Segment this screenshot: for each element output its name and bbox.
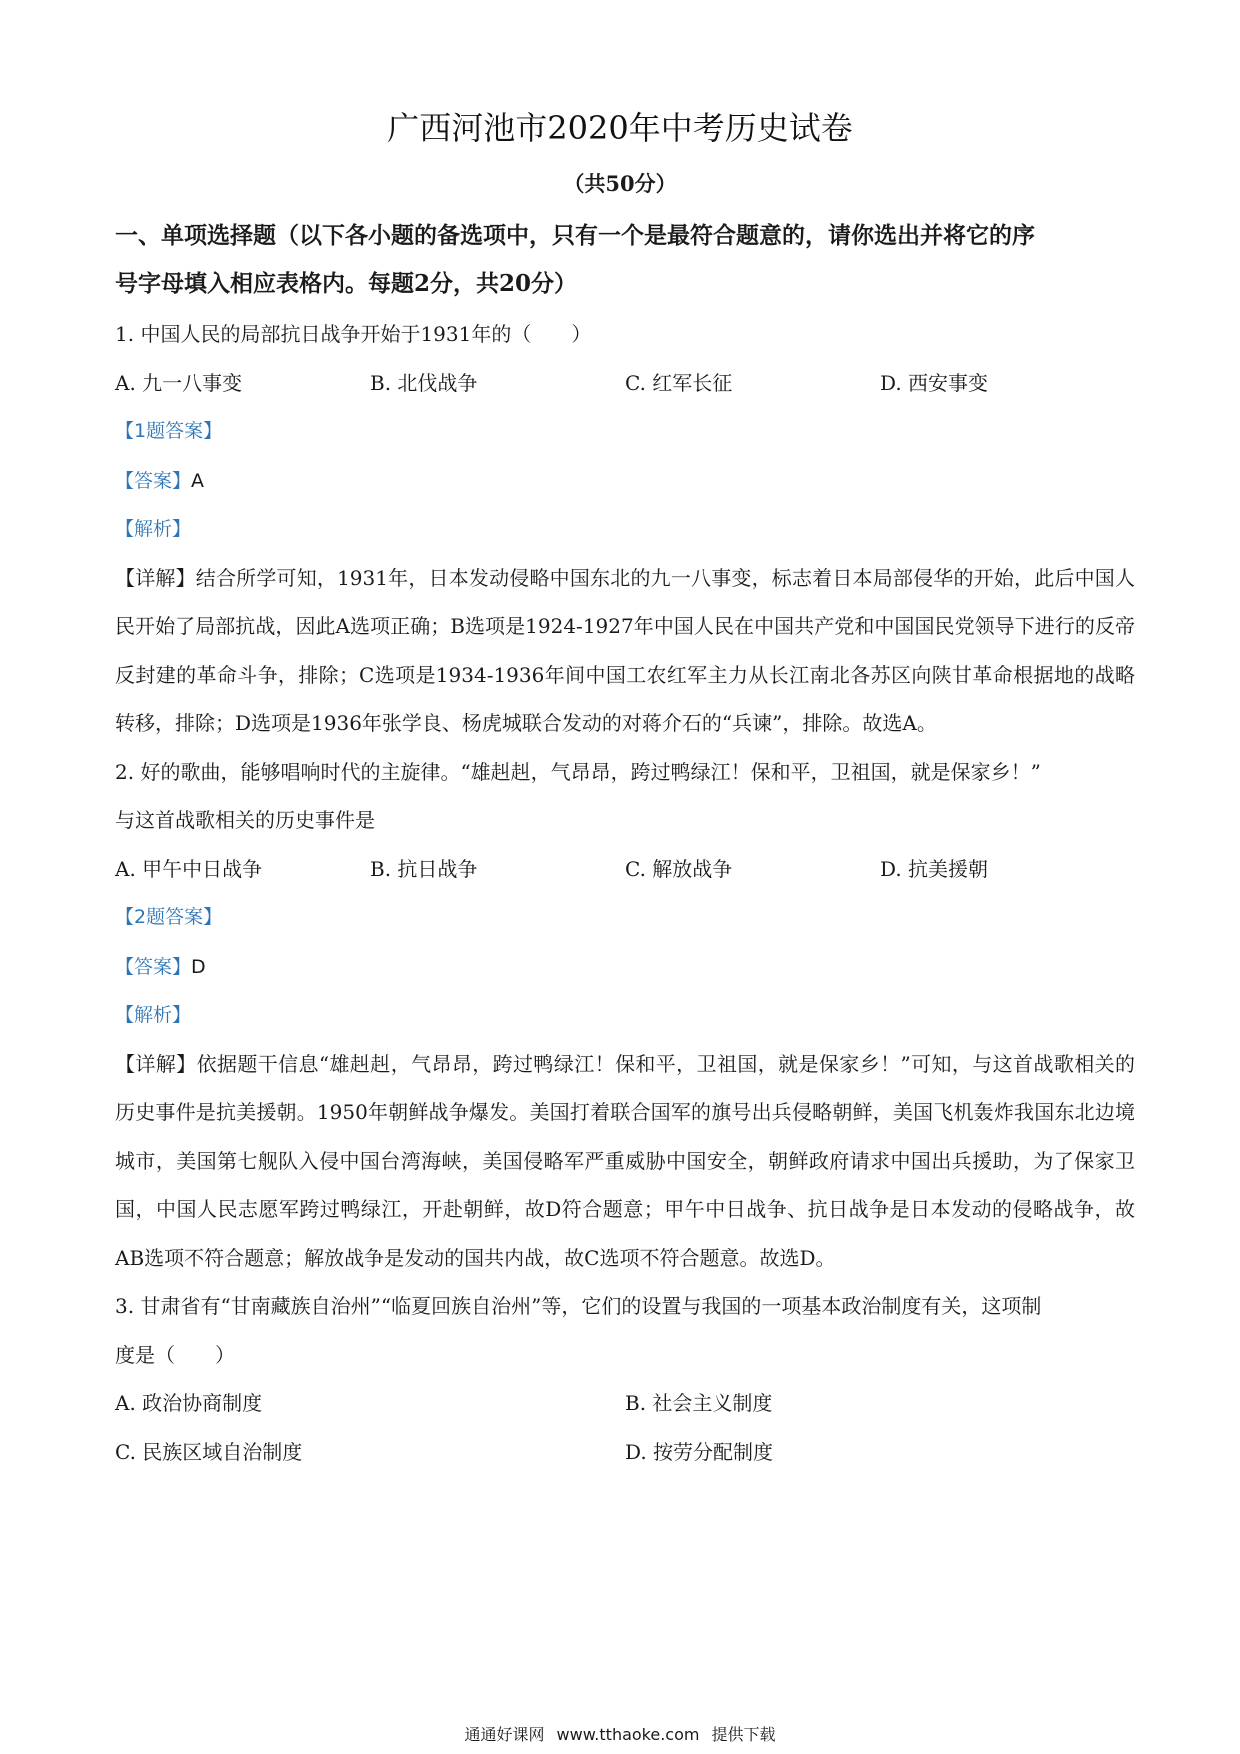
answer-line [115, 456, 1135, 506]
answer-heading: 【2题答案】 [115, 906, 223, 928]
option-b: B. 北伐战争 [370, 370, 478, 395]
option-c: C. 红军长征 [625, 370, 733, 395]
answer-detail: 【详解】依据题干信息“雄赳赳，气昂昂，跨过鸭绿江！保和平，卫祖国，就是保家乡！”可知，与这首战歌相关的历史事件是抗美援朝。1950年朝鲜战争爆发。美国打着联合国军的旗号出兵侵略朝鲜，美国飞机轰炸我国东北边境城市，美国第七舰队入侵中国台湾海峡，美国侵略军严重威胁中国安全，朝鲜政府请求中国出兵援助，为了保家卫国，中国人民志愿军跨过鸭绿江，开赴朝鲜，故D符合题意；甲午中日战争、抗日战争是日本发动的侵略战争，故AB选项不符合题意；解放战争是发动的国共内战，故C选项不符合题意。故选D。 [115, 1051, 1135, 1270]
option-b: B. 社会主义制度 [625, 1391, 773, 1415]
answer-label: 【答案】 [115, 955, 192, 978]
question-3 [115, 1282, 1135, 1476]
footer-note: 提供下载 [711, 1725, 776, 1744]
answer-label: 【答案】 [115, 469, 192, 492]
option-b: B. 抗日战争 [370, 856, 478, 881]
option-d: D. 按劳分配制度 [625, 1439, 774, 1464]
option-a: A. 甲午中日战争 [115, 856, 263, 881]
page-subtitle: （共50分） [563, 171, 677, 196]
answer-line [115, 942, 1135, 992]
analysis-label: 【解析】 [115, 1004, 192, 1026]
answer-heading: 【1题答案】 [115, 420, 223, 442]
option-c: C. 民族区域自治制度 [115, 1439, 303, 1464]
exam-content [115, 212, 1135, 1476]
question-stem-line1: 3. 甘肃省有“甘南藏族自治州”“临夏回族自治州”等，它们的设置与我国的一项基本政治制度有关，这项制 [115, 1294, 1042, 1318]
answer-value: D [191, 955, 206, 978]
question-2 [115, 748, 1135, 1283]
page-footer [0, 1722, 1240, 1745]
question-options [115, 845, 1135, 894]
analysis-label: 【解析】 [115, 518, 192, 540]
option-c: C. 解放战争 [625, 856, 733, 881]
option-a: A. 政治协商制度 [115, 1391, 263, 1415]
footer-site-name: 通通好课网 [464, 1725, 545, 1744]
page-title: 广西河池市2020年中考历史试卷 [387, 109, 853, 147]
option-d: D. 西安事变 [880, 370, 989, 395]
question-stem-line2: 与这首战歌相关的历史事件是 [115, 808, 375, 832]
option-d: D. 抗美援朝 [880, 856, 989, 881]
section-heading-line1: 一、单项选择题（以下各小题的备选项中，只有一个是最符合题意的，请你选出并将它的序 [115, 222, 1035, 249]
question-options-row2 [115, 1428, 1135, 1477]
question-options [115, 359, 1135, 408]
footer-url[interactable]: www.tthaoke.com [556, 1725, 700, 1744]
section-heading-line2: 号字母填入相应表格内。每题2分，共20分） [115, 270, 578, 297]
option-a: A. 九一八事变 [115, 370, 243, 395]
question-stem-line2: 度是（ ） [115, 1342, 235, 1367]
question-stem-line1: 2. 好的歌曲，能够唱响时代的主旋律。“雄赳赳，气昂昂，跨过鸭绿江！保和平，卫祖国，就是保家乡！” [115, 759, 1041, 784]
section-heading [115, 212, 1135, 308]
question-1 [115, 310, 1135, 748]
answer-value: A [191, 469, 205, 492]
answer-detail: 【详解】结合所学可知，1931年，日本发动侵略中国东北的九一八事变，标志着日本局部侵华的开始，此后中国人民开始了局部抗战，因此A选项正确；B选项是1924-1927年中国人民在中国共产党和中国国民党领导下进行的反帝反封建的革命斗争，排除；C选项是1934-1936年间中国工农红军主力从长江南北各苏区向陕甘革命根据地的战略转移，排除；D选项是1936年张学良、杨虎城联合发动的对蒋介石的“兵谏”，排除。故选A。 [115, 565, 1135, 735]
question-options-row1 [115, 1379, 1135, 1428]
question-stem: 1. 中国人民的局部抗日战争开始于1931年的（ ） [115, 322, 592, 346]
